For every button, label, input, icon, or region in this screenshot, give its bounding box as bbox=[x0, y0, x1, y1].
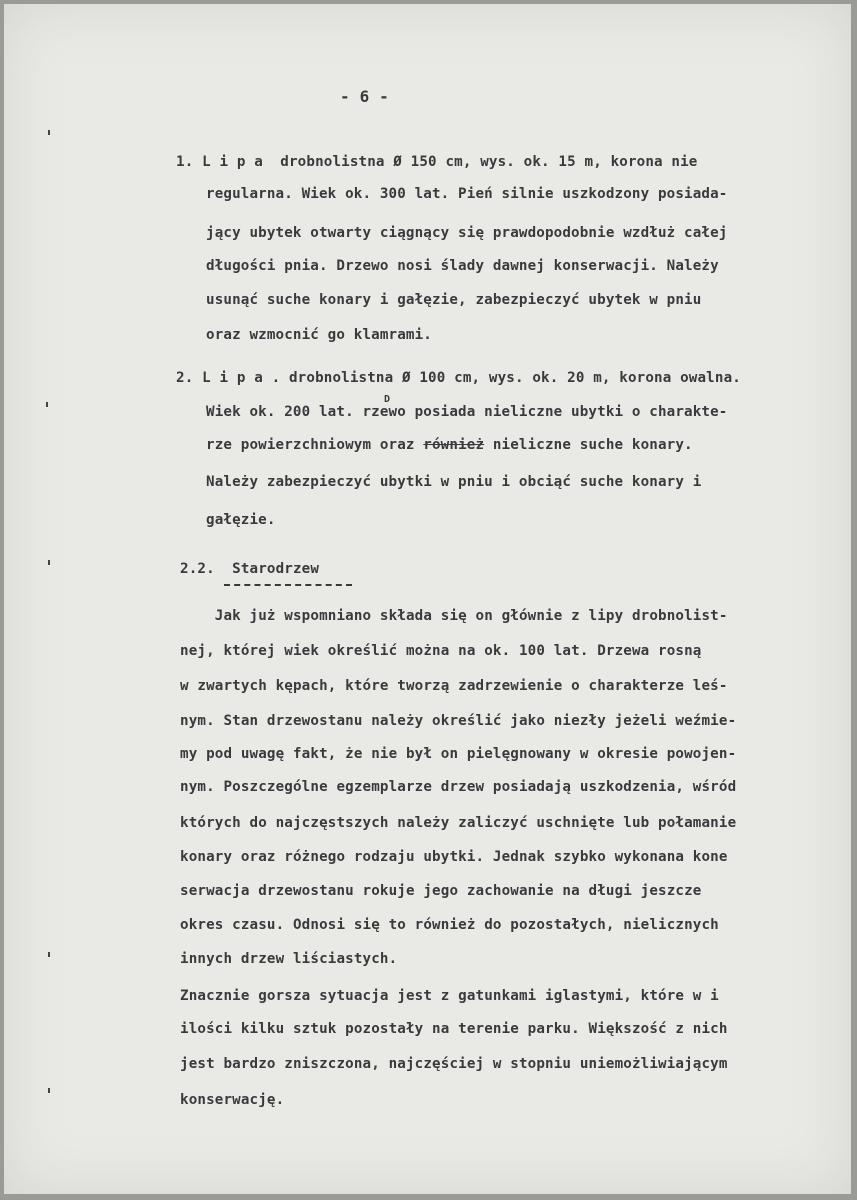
body-line-14: jest bardzo zniszczona, najczęściej w stopniu uniemożliwiającym bbox=[180, 1056, 728, 1072]
item2-line-2 bbox=[206, 403, 728, 421]
item1-line-5: usunąć suche konary i gałęzie, zabezpieczyć ubytek w pniu bbox=[206, 292, 702, 308]
body-line-11: innych drzew liściastych. bbox=[180, 951, 398, 967]
margin-mark bbox=[48, 1088, 50, 1093]
item2-line-5: gałęzie. bbox=[206, 512, 276, 528]
heading-underline bbox=[224, 584, 352, 586]
body-line-10: okres czasu. Odnosi się to również do pozostałych, nielicznych bbox=[180, 917, 719, 933]
item1-line-3: jący ubytek otwarty ciągnący się prawdopodobnie wzdłuż całej bbox=[206, 225, 728, 241]
item2-line-3b: nieliczne suche konary. bbox=[484, 437, 693, 453]
item2-line-3a: rze powierzchniowym oraz bbox=[206, 437, 424, 453]
body-line-13: ilości kilku sztuk pozostały na terenie parku. Większość z nich bbox=[180, 1021, 728, 1037]
page-number: - 6 - bbox=[340, 87, 389, 106]
struck-word: również bbox=[423, 437, 485, 453]
item1-line-4: długości pnia. Drzewo nosi ślady dawnej konserwacji. Należy bbox=[206, 258, 719, 274]
body-line-1: Jak już wspomniano składa się on głównie z lipy drobnolist- bbox=[180, 608, 728, 624]
body-line-5: my pod uwagę fakt, że nie był on pielęgnowany w okresie powojen- bbox=[180, 746, 737, 762]
margin-mark bbox=[46, 402, 48, 407]
handwritten-correction: D bbox=[384, 394, 391, 405]
body-line-8: konary oraz różnego rodzaju ubytki. Jednak szybko wykonana kone bbox=[180, 849, 728, 865]
item2-line-1: 2. L i p a . drobnolistna Ø 100 cm, wys. ok. 20 m, korona owalna. bbox=[176, 370, 741, 386]
item1-line-2: regularna. Wiek ok. 300 lat. Pień silnie uszkodzony posiada- bbox=[206, 186, 728, 202]
item1-line-1: 1. L i p a drobnolistna Ø 150 cm, wys. ok. 15 m, korona nie bbox=[176, 154, 698, 170]
body-line-9: serwacja drzewostanu rokuje jego zachowanie na długi jeszcze bbox=[180, 883, 702, 899]
margin-mark bbox=[48, 560, 50, 565]
item2-line-4: Należy zabezpieczyć ubytki w pniu i obciąć suche konary i bbox=[206, 474, 702, 490]
body-line-3: w zwartych kępach, które tworzą zadrzewienie o charakterze leś- bbox=[180, 678, 728, 694]
body-line-2: nej, której wiek określić można na ok. 100 lat. Drzewa rosną bbox=[180, 643, 702, 659]
margin-mark bbox=[48, 952, 50, 957]
body-line-7: których do najczęstszych należy zaliczyć uschnięte lub połamanie bbox=[180, 815, 737, 831]
item2-line-3 bbox=[206, 436, 693, 454]
margin-mark bbox=[48, 130, 50, 135]
section-heading: 2.2. Starodrzew bbox=[180, 561, 320, 577]
item2-line-2b: rzewo posiada nieliczne ubytki o charakte- bbox=[362, 404, 728, 420]
document-page bbox=[4, 4, 851, 1194]
body-line-15: konserwację. bbox=[180, 1092, 285, 1108]
item2-line-2a: Wiek ok. 200 lat. bbox=[206, 404, 363, 420]
body-line-4: nym. Stan drzewostanu należy określić jako niezły jeżeli weźmie- bbox=[180, 713, 737, 729]
body-line-6: nym. Poszczególne egzemplarze drzew posiadają uszkodzenia, wśród bbox=[180, 779, 737, 795]
body-line-12: Znacznie gorsza sytuacja jest z gatunkami iglastymi, które w i bbox=[180, 988, 719, 1004]
item1-line-6: oraz wzmocnić go klamrami. bbox=[206, 327, 432, 343]
